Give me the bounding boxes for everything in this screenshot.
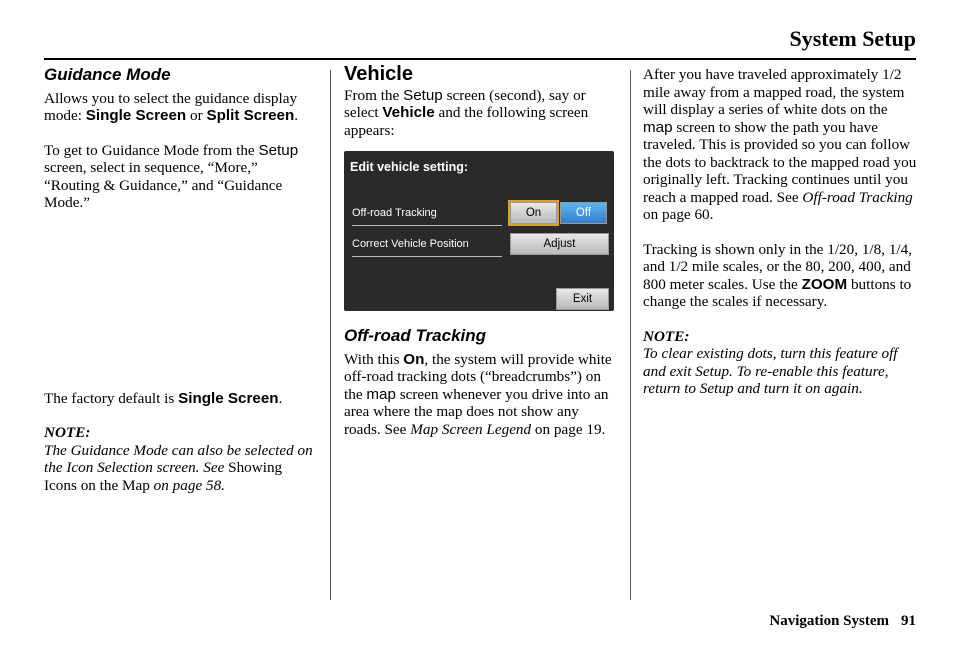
note-label: NOTE: xyxy=(643,327,690,345)
map-screen-legend-reference: Map Screen Legend xyxy=(410,420,532,438)
split-screen-option: Split Screen xyxy=(206,107,295,124)
zoom-term: ZOOM xyxy=(801,275,848,293)
guidance-mode-heading: Guidance Mode xyxy=(44,65,171,84)
note-cross-reference: Showing Icons on the Map xyxy=(44,459,283,494)
vehicle-heading: Vehicle xyxy=(344,63,413,85)
off-road-tracking-label: Off-road Tracking xyxy=(352,205,502,226)
guidance-mode-description: Allows you to select the guidance display mode: Single Screen or Split Screen. xyxy=(44,89,299,124)
single-screen-option: Single Screen xyxy=(85,107,187,124)
factory-default-value: Single Screen xyxy=(178,389,279,407)
setup-term: Setup xyxy=(258,141,299,159)
note-label: NOTE: xyxy=(44,424,91,441)
off-road-tracking-heading: Off-road Tracking xyxy=(344,326,487,345)
setup-term: Setup xyxy=(403,86,443,104)
correct-vehicle-position-label: Correct Vehicle Position xyxy=(352,236,502,257)
footer-section: Navigation System xyxy=(769,613,889,629)
column-vehicle xyxy=(344,63,618,438)
off-button[interactable]: Off xyxy=(560,202,607,224)
column-guidance-mode xyxy=(44,66,316,494)
map-term: map xyxy=(643,118,673,136)
column-divider xyxy=(630,70,631,600)
adjust-button[interactable]: Adjust xyxy=(510,233,609,255)
edit-vehicle-setting-screen xyxy=(344,151,614,311)
on-term: On xyxy=(403,350,425,368)
tracking-scales-text: Tracking is shown only in the 1/20, 1/8, 1/4, and 1/2 mile scales, or the 80, 200, 400, and 800 meter scales. Use the ZOOM buttons to change the scales if necessary. xyxy=(643,240,913,310)
tracking-description: After you have traveled approximately 1/2 mile away from a mapped road, the system will display a series of white dots on the map screen to show the path you have traveled. This is provided so you can follow the dots to backtrack to the mapped road you originally left. Tracking continues until you reach a mapped road. See Off-road Tracking on page 60. xyxy=(643,66,917,223)
vehicle-intro: From the Setup screen (second), say or select Vehicle and the following screen appears: xyxy=(344,86,589,139)
note-text: To clear existing dots, turn this feature off and exit Setup. To re-enable this feature, return to Setup and turn it on again. xyxy=(643,345,898,397)
page-number: 91 xyxy=(901,613,916,629)
off-road-tracking-reference: Off-road Tracking xyxy=(802,188,913,206)
header-rule xyxy=(44,58,916,60)
page-title: System Setup xyxy=(789,26,916,51)
vehicle-term: Vehicle xyxy=(382,104,435,121)
exit-button[interactable]: Exit xyxy=(556,288,609,310)
off-road-tracking-description: With this On, the system will provide white off-road tracking dots (“breadcrumbs”) on the map screen whenever you drive into an area where the map does not show any roads. See Map Screen Legend on page 19. xyxy=(344,350,612,438)
factory-default-text: The factory default is Single Screen. xyxy=(44,389,283,407)
screen-title: Edit vehicle setting: xyxy=(350,160,469,174)
column-divider xyxy=(330,70,331,600)
note-text: The Guidance Mode can also be selected on the Icon Selection screen. See Showing Icons on the Map on page 58. xyxy=(44,441,313,494)
on-button[interactable]: On xyxy=(510,202,557,224)
page-footer xyxy=(757,613,916,630)
map-term: map xyxy=(366,385,396,403)
column-tracking-details xyxy=(643,66,919,398)
guidance-mode-instructions: To get to Guidance Mode from the Setup screen, select in sequence, “More,” “Routing & Guidance,” and “Guidance Mode.” xyxy=(44,141,299,211)
